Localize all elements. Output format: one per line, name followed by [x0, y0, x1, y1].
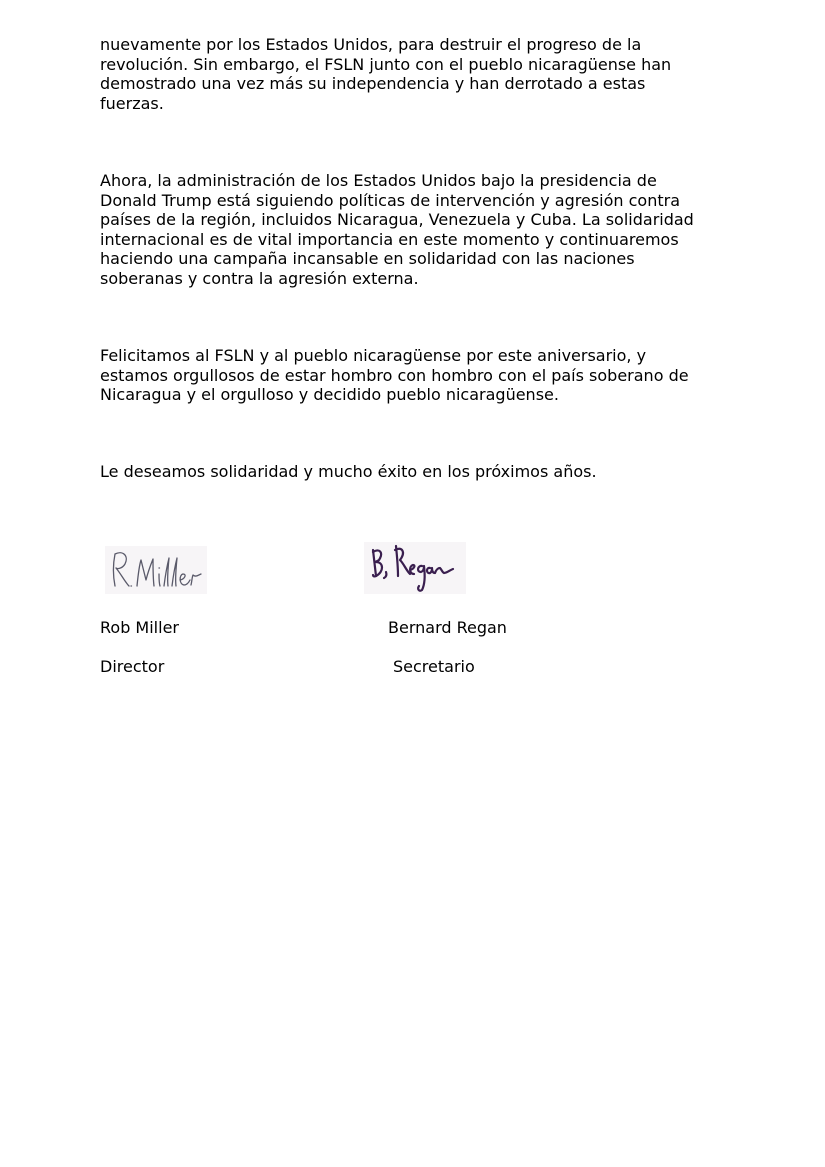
letter-paragraph: Ahora, la administración de los Estados Unidos bajo la presidencia de Donald Trump está siguiendo políticas de intervención y agresión contra países de la región, incluidos Nicaragua, Venezuela y Cuba. La solidaridad internacional es de vital importancia en este momento y continuaremos haciendo una campaña incansable en solidaridad con las naciones soberanas y contra la agresión externa.: [100, 171, 694, 288]
signature-bernard-regan: [364, 542, 466, 594]
signature-rob-miller: [105, 546, 207, 594]
signatory-title: Secretario: [393, 657, 475, 676]
letter-paragraph: Le deseamos solidaridad y mucho éxito en los próximos años.: [100, 462, 597, 481]
signatory-title: Director: [100, 657, 165, 676]
letter-paragraph: nuevamente por los Estados Unidos, para destruir el progreso de la revolución. Sin embargo, el FSLN junto con el pueblo nicaragüense han demostrado una vez más su independencia y han derrotado a estas fuerzas.: [100, 35, 672, 113]
signatory-name: Bernard Regan: [388, 618, 507, 637]
signatory-name: Rob Miller: [100, 618, 179, 637]
letter-paragraph: Felicitamos al FSLN y al pueblo nicaragüense por este aniversario, y estamos orgullosos de estar hombro con hombro con el país soberano de Nicaragua y el orgulloso y decidido pueblo nicaragüense.: [100, 346, 689, 404]
